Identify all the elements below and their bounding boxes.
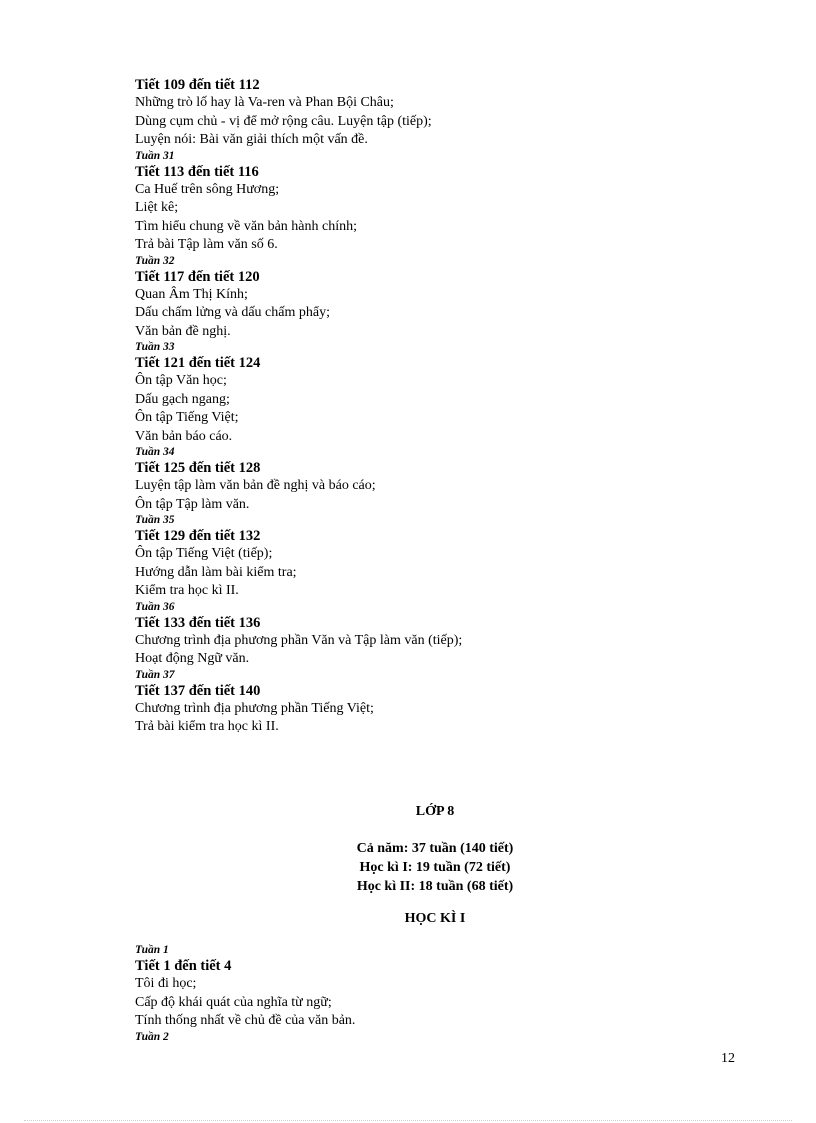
lesson-line: Hướng dẫn làm bài kiểm tra; — [135, 564, 297, 580]
year-total: Cả năm: 37 tuần (140 tiết) — [356, 841, 514, 856]
lesson-line: Tính thống nhất về chủ đề của văn bản. — [135, 1013, 356, 1028]
grade-title: LỚP 8 — [415, 804, 455, 819]
lesson-range-heading: Tiết 113 đến tiết 116 — [135, 163, 259, 180]
lesson-line: Dấu chấm lửng và dấu chấm phẩy; — [135, 305, 330, 320]
lesson-range-heading: Tiết 117 đến tiết 120 — [135, 268, 260, 285]
lesson-line: Luyện nói: Bài văn giải thích một vấn đề. — [135, 132, 368, 147]
lesson-line: Trả bài Tập làm văn số 6. — [135, 237, 278, 252]
lesson-range-heading: Tiết 137 đến tiết 140 — [135, 682, 261, 699]
week-label: Tuần 31 — [135, 149, 175, 162]
week-label: Tuần 1 — [135, 944, 169, 956]
lesson-line: Ca Huế trên sông Hương; — [135, 181, 280, 197]
grade8-schedule — [135, 944, 735, 1044]
lesson-line: Văn bản báo cáo. — [135, 428, 233, 444]
lesson-line: Dùng cụm chủ - vị để mở rộng câu. Luyện tập (tiếp); — [135, 113, 432, 129]
semester1-total: Học kì I: 19 tuần (72 tiết) — [359, 860, 511, 875]
lesson-range-heading: Tiết 109 đến tiết 112 — [135, 77, 260, 93]
page-bottom-divider — [24, 1120, 792, 1121]
week-label: Tuần 37 — [135, 668, 175, 681]
grade7-schedule — [135, 76, 735, 737]
week-label: Tuần 32 — [135, 254, 175, 267]
page-number: 12 — [721, 1051, 735, 1066]
lesson-line: Văn bản đề nghị. — [135, 323, 231, 339]
lesson-range-heading: Tiết 129 đến tiết 132 — [135, 528, 261, 544]
lesson-line: Tôi đi học; — [135, 976, 197, 991]
lesson-line: Ôn tập Văn học; — [135, 373, 227, 388]
lesson-line: Liệt kê; — [135, 200, 179, 215]
lesson-line: Hoạt động Ngữ văn. — [135, 651, 250, 666]
week-label: Tuần 34 — [135, 446, 175, 458]
lesson-line: Ôn tập Tiếng Việt; — [135, 410, 239, 425]
week-label: Tuần 33 — [135, 341, 175, 353]
grade-summary — [135, 839, 735, 896]
lesson-line: Quan Âm Thị Kính; — [135, 286, 248, 302]
lesson-line: Dấu gạch ngang; — [135, 391, 230, 407]
week-label: Tuần 2 — [135, 1030, 169, 1043]
lesson-line: Những trò lố hay là Va-ren và Phan Bội Châu; — [135, 95, 394, 110]
lesson-line: Cấp độ khái quát của nghĩa từ ngữ; — [135, 994, 332, 1010]
lesson-range-heading: Tiết 121 đến tiết 124 — [135, 355, 261, 371]
lesson-line: Ôn tập Tiếng Việt (tiếp); — [135, 546, 273, 561]
lesson-line: Tìm hiểu chung về văn bản hành chính; — [135, 218, 357, 234]
lesson-line: Ôn tập Tập làm văn. — [135, 496, 250, 512]
lesson-line: Luyện tập làm văn bản đề nghị và báo cáo; — [135, 478, 376, 493]
week-label: Tuần 36 — [135, 600, 175, 613]
week-label: Tuần 35 — [135, 514, 175, 526]
lesson-line: Chương trình địa phương phần Tiếng Việt; — [135, 700, 374, 716]
lesson-line: Chương trình địa phương phần Văn và Tập làm văn (tiếp); — [135, 632, 463, 648]
semester2-total: Học kì II: 18 tuần (68 tiết) — [356, 879, 514, 894]
lesson-range-heading: Tiết 133 đến tiết 136 — [135, 614, 261, 631]
lesson-range-heading: Tiết 1 đến tiết 4 — [135, 958, 232, 974]
lesson-range-heading: Tiết 125 đến tiết 128 — [135, 460, 261, 476]
semester-heading: HỌC KÌ I — [404, 911, 466, 926]
lesson-line: Trả bài kiểm tra học kì II. — [135, 719, 279, 734]
lesson-line: Kiểm tra học kì II. — [135, 583, 239, 598]
